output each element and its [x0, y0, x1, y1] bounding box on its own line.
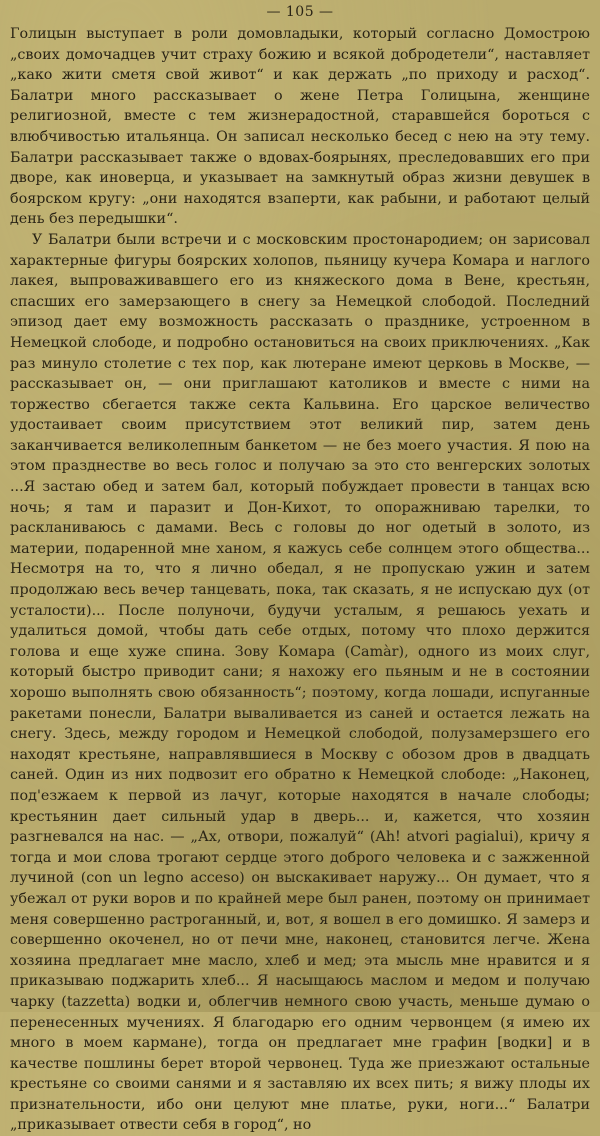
page-body: [10, 24, 590, 1136]
page-number: — 105 —: [266, 4, 334, 20]
paragraph: Голицын выступает в роли домовладыки, который согласно Домострою „своих домочадцев учит страху божию и всякой добродетели“, наставляет „како жити сметя свой живот“ и как держать „по приходу и расход“. Балатри много рассказывает о жене Петра Голицына, женщине религиозной, вместе с тем жизнерадостной, старавшейся бороться с влюбчивостью итальянца. Он записал несколько бесед с нею на эту тему. Балатри рассказывает также о вдовах-боярынях, преследовавших его при дворе, как иноверца, и указывает на замкнутый образ жизни девушек в боярском кругу: „они находятся взаперти, как рабыни, и работают целый день без передышки“.: [10, 26, 590, 228]
paragraph: У Балатри были встречи и с московским простонародием; он зарисовал характерные фигуры боярских холопов, пьяницу кучера Комара и наглого лакея, выпроваживавшего его из княжеского дома в Вене, крестьян, спасших его замерзающего в снегу за Немецкой слободой. Последний эпизод дает ему возможность рассказать о празднике, устроенном в Немецкой слободе, и подробно остановиться на своих приключениях. „Как раз минуло столетие с тех пор, как лютеране имеют церковь в Москве, — рассказывает он, — они приглашают католиков и вместе с ними на торжество сбегается также секта Кальвина. Его царское величество удостаивает своим присутствием этот великий пир, затем день заканчивается великолепным банкетом — не без моего участия. Я пою на этом празднестве во весь голос и получаю за это сто венгерских золотых ...Я застаю обед и затем бал, который побуждает провести в танцах всю ночь; я там и паразит и Дон-Кихот, то опоражниваю тарелки, то раскланиваюсь с дамами. Весь с головы до ног одетый в золото, из материи, подаренной мне ханом, я кажусь себе солнцем этого общества... Несмотря на то, что я лично обедал, я не пропускаю ужин и затем продолжаю весь вечер танцевать, пока, так сказать, я не испускаю дух (от усталости)... После полуночи, будучи усталым, я решаюсь уехать и удалиться домой, чтобы дать себе отдых, потому что плохо держится голова и еще хуже спина. Зову Комара (Camàr), одного из моих слуг, который быстро приводит сани; я нахожу его пьяным и не в состоянии хорошо выполнять свою обязанность“; поэтому, когда лошади, испуганные ракетами понесли, Балатри вываливается из саней и остается лежать на снегу. Здесь, между городом и Немецкой слободой, полузамерзшего его находят крестьяне, направлявшиеся в Москву с обозом дров в двадцать саней. Один из них подвозит его обратно к Немецкой слободе: „Наконец, под'езжаем к первой из лачуг, которые находятся в начале слободы; крестьянин дает сильный удар в дверь... и, кажется, что хозяин разгневался на нас. — „Ах, отвори, пожалуй“ (Ah! atvori pagialui), кричу я тогда и мои слова трогают сердце этого доброго человека и с зажженной лучиной (con un legno acceso) он выскакивает наружу... Он думает, что я убежал от руки воров и по крайней мере был ранен, поэтому он принимает меня совершенно растроганный, и, вот, я вошел в его домишко. Я замерз и совершенно окоченел, но от печи мне, наконец, становится легче. Жена хозяина предлагает мне масло, хлеб и мед; эта мысль мне нравится и я приказываю поджарить хлеб... Я насыщаюсь маслом и медом и получаю чарку (tazzetta) водки и, облегчив немного свою участь, меньше думаю о перенесенных мучениях. Я благодарю его одним червонцем (я имею их много в моем кармане), тогда он предлагает мне графин [водки] и в качестве пошлины берет второй червонец. Туда же приезжают остальные крестьяне со своими санями и я заставляю их всех пить; я вижу плоды их признательности, ибо они целуют мне платье, руки, ноги...“ Балатри „приказывает отвести себя в город“, но: [10, 231, 590, 1134]
